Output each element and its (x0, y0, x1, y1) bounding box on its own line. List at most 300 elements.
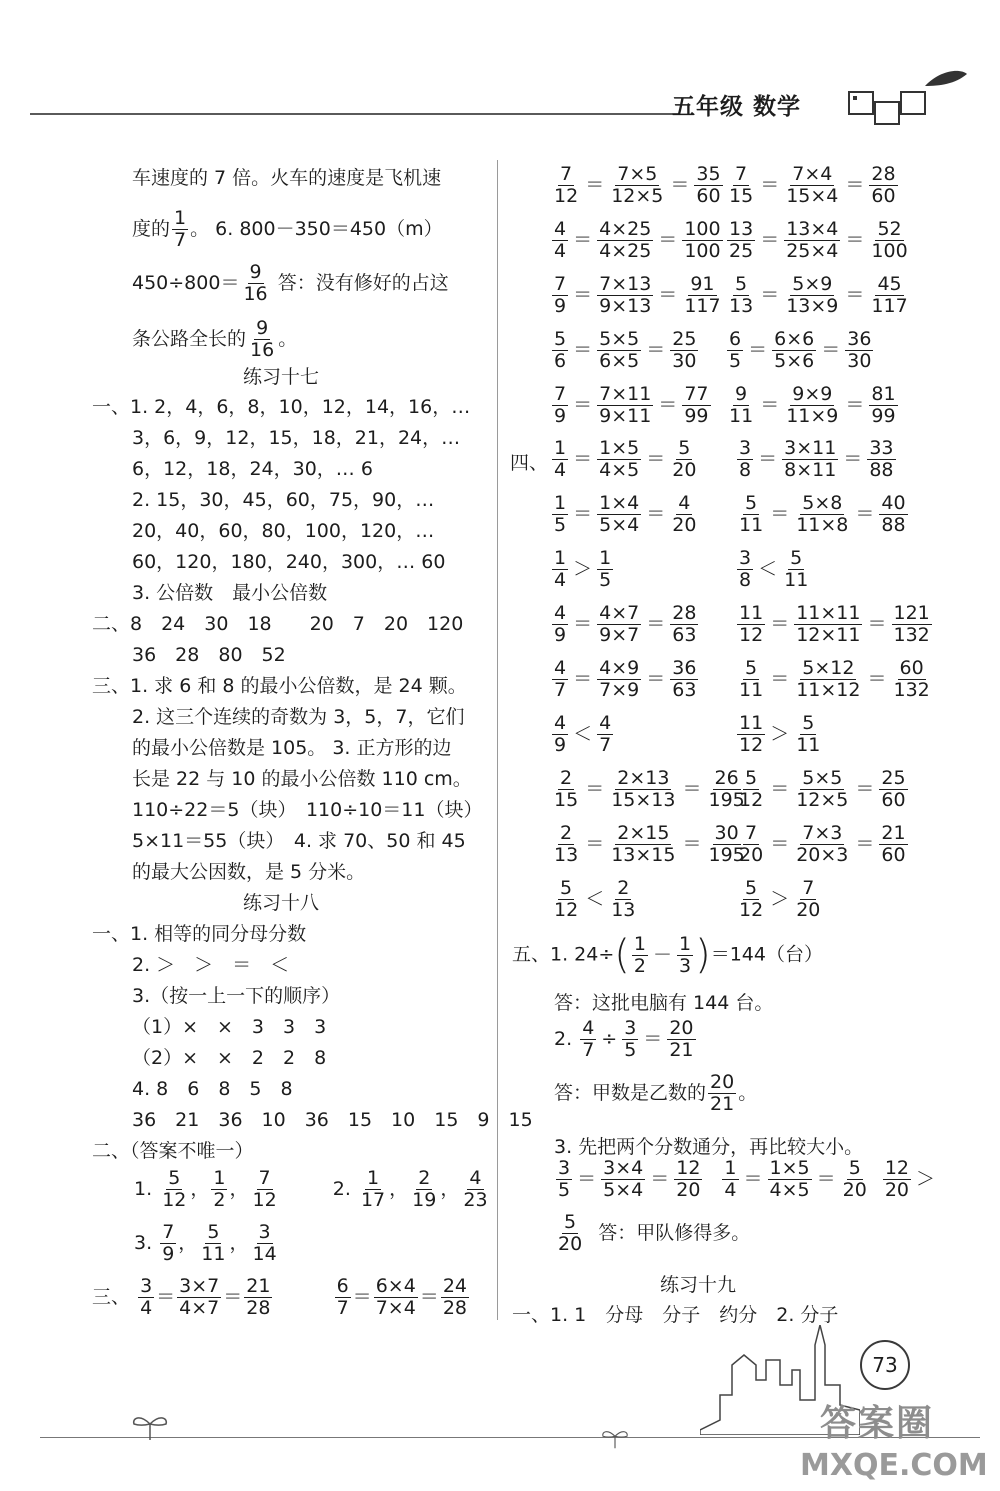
fraction (160, 1222, 176, 1265)
fraction (841, 1158, 869, 1201)
numerator: 5×5 (599, 328, 640, 350)
numerator: 91 (690, 273, 715, 295)
numerator: 1 (554, 492, 567, 514)
fraction (845, 329, 873, 372)
numerator: 3 (739, 437, 752, 459)
denominator: 5×4 (603, 1179, 644, 1201)
numerator: 5×12 (802, 657, 855, 679)
item-number: 四、 (510, 452, 549, 474)
fraction-row: $\frac{5}{11}$ ＝ $\frac{5\times 8}{11\times 8}$ ＝ $\frac{40}{88}$ (739, 492, 906, 536)
text-line (132, 318, 297, 361)
denominator: 9 (554, 734, 567, 756)
numerator: 4 (599, 712, 612, 734)
denominator: 12×5 (796, 789, 849, 811)
denominator: 9 (554, 405, 567, 427)
denominator: 19 (412, 1189, 437, 1211)
fraction-row (512, 932, 823, 978)
denominator: 2 (633, 954, 646, 977)
text-line: 车速度的 7 倍。火车的速度是飞机速 (132, 167, 442, 189)
numerator: 1×5 (599, 437, 640, 459)
fraction (552, 713, 568, 756)
fraction (794, 768, 850, 811)
denominator: 9 (162, 1243, 175, 1265)
sprout-icon (130, 1410, 170, 1440)
text-line: 三、1. 求 6 和 8 的最小公倍数，是 24 颗。 (92, 675, 467, 697)
fraction (609, 878, 637, 921)
item-number: 1. (134, 1178, 153, 1200)
denominator: 5×6 (774, 350, 815, 372)
text-line: 一、1. 1 分母 分子 约分 2. 分子 (512, 1304, 839, 1326)
fraction (609, 164, 665, 207)
fraction (892, 603, 932, 646)
fraction (597, 603, 641, 646)
numerator: 4 (582, 1017, 595, 1039)
denominator: 15 (554, 789, 579, 811)
numerator: 28 (871, 163, 896, 185)
denominator: 4 (554, 569, 567, 591)
denominator: 21 (710, 1093, 735, 1115)
watermark-logo: 答案圈 (820, 1403, 935, 1444)
numerator: 36 (847, 328, 872, 350)
numerator: 5 (564, 1211, 577, 1233)
fraction (727, 219, 755, 262)
numerator: 5 (207, 1221, 220, 1243)
fraction-row (554, 1018, 698, 1061)
numerator: 4×25 (599, 218, 652, 240)
denominator: 11 (729, 405, 754, 427)
section-title-ex18: 练习十八 (243, 892, 320, 914)
bracket: ( (614, 932, 630, 978)
fraction-row: $\frac{13}{25}$ ＝ $\frac{13\times 4}{25\times 4}$ ＝ $\frac{52}{100}$ (729, 218, 908, 262)
text-span: 。 (738, 1082, 758, 1104)
denominator: 20×3 (796, 844, 849, 866)
text-span: 五、1. 24÷ (512, 943, 615, 966)
denominator: 12 (739, 789, 764, 811)
fraction-row (735, 878, 824, 921)
fraction-row: $\frac{2}{13}$ ＝ $\frac{2\times 15}{13\times 15}$ ＝ $\frac{30}{195}$ (554, 822, 745, 866)
denominator: 28 (246, 1297, 271, 1319)
denominator: 12 (252, 1189, 277, 1211)
numerator: 3 (624, 1017, 637, 1039)
denominator: 20 (796, 899, 821, 921)
fraction (782, 548, 810, 591)
text-line: （2）× × 2 2 8 (132, 1047, 327, 1069)
denominator: 13 (611, 899, 636, 921)
numerator: 11 (739, 602, 764, 624)
compare-sign: ＞ (573, 558, 593, 580)
fraction (552, 603, 568, 646)
fraction (251, 1168, 279, 1211)
denominator: 30 (847, 350, 872, 372)
fraction-row: $\frac{1}{4}$ ＝ $\frac{1\times 5}{4\times 5}$ ＝ $\frac{5}{20}$ (554, 437, 697, 481)
denominator: 20 (672, 459, 697, 481)
fraction-row (554, 1212, 750, 1255)
denominator: 12×5 (611, 185, 664, 207)
numerator: 1×5 (769, 1157, 810, 1179)
numerator: 7×11 (599, 383, 652, 405)
header-rule (30, 113, 680, 115)
fraction (772, 329, 816, 372)
denominator: 12 (739, 899, 764, 921)
fraction-row: 3. $\frac{7}{9}$ ， $\frac{5}{11}$ ， $\frac{3}{14}$ (134, 1221, 277, 1265)
denominator: 4×5 (769, 1179, 810, 1201)
fraction (794, 603, 862, 646)
denominator: 11 (739, 514, 764, 536)
numerator: 9×9 (792, 383, 833, 405)
denominator: 3 (678, 954, 692, 977)
fraction-row (512, 1300, 838, 1327)
numerator: 5 (554, 328, 567, 350)
numerator: 1 (678, 932, 692, 955)
fraction-row (550, 713, 615, 756)
denominator: 16 (250, 339, 275, 361)
fraction (879, 823, 907, 866)
denominator: 4 (554, 459, 567, 481)
denominator: 11×8 (796, 514, 849, 536)
denominator: 12×11 (796, 624, 861, 646)
denominator: 5×4 (599, 514, 640, 536)
denominator: 7 (599, 734, 612, 756)
denominator: 12 (554, 899, 579, 921)
numerator: 7 (745, 822, 758, 844)
denominator: 195 (708, 844, 745, 866)
text-span: ＝144（台） (710, 943, 823, 966)
numerator: 21 (246, 1275, 271, 1297)
item-label (510, 448, 548, 475)
fraction (248, 318, 276, 361)
fraction (597, 384, 653, 427)
numerator: 3 (558, 1157, 571, 1179)
denominator: 100 (684, 240, 721, 262)
fraction-row (735, 713, 824, 756)
fraction (601, 1158, 645, 1201)
denominator: 13 (729, 295, 754, 317)
fraction (597, 329, 641, 372)
fraction-row: $\frac{4}{7}$ ＝ $\frac{4\times 9}{7\times 9}$ ＝ $\frac{36}{63}$ (554, 657, 697, 701)
watermark-url: MXQE.COM (800, 1448, 988, 1483)
numerator: 5×5 (802, 767, 843, 789)
fraction (609, 768, 677, 811)
numerator: 9 (256, 317, 269, 339)
fraction (552, 274, 568, 317)
fraction (867, 438, 895, 481)
numerator: 5 (745, 877, 758, 899)
text-line (132, 208, 443, 251)
operator: ＝ (643, 1028, 663, 1050)
numerator: 4 (678, 492, 691, 514)
fraction (597, 274, 653, 317)
numerator: 3×11 (784, 437, 837, 459)
fraction (674, 1158, 702, 1201)
fraction-row: $\frac{7}{9}$ ＝ $\frac{7\times 13}{9\times 13}$ ＝ $\frac{91}{117}$ (554, 273, 721, 317)
numerator: 12 (676, 1157, 701, 1179)
numerator: 13×4 (786, 218, 839, 240)
fraction (580, 1018, 596, 1061)
denominator: 11 (201, 1243, 226, 1265)
fraction (552, 768, 580, 811)
fraction (737, 713, 765, 756)
numerator: 3×4 (603, 1157, 644, 1179)
fraction (552, 384, 568, 427)
fraction (609, 823, 677, 866)
numerator: 3 (739, 547, 752, 569)
fraction (359, 1168, 387, 1211)
numerator: 26 (714, 767, 739, 789)
numerator: 7×13 (599, 273, 652, 295)
sprout-icon (600, 1425, 630, 1449)
numerator: 2 (418, 1167, 431, 1189)
fraction (552, 658, 568, 701)
fraction (670, 438, 698, 481)
denominator: 5 (558, 1179, 571, 1201)
denominator: 5 (729, 350, 742, 372)
numerator: 20 (669, 1017, 694, 1039)
numerator: 5 (745, 657, 758, 679)
denominator: 5 (554, 514, 567, 536)
denominator: 63 (672, 624, 697, 646)
fraction (794, 878, 822, 921)
denominator: 20 (739, 844, 764, 866)
text-line: 的最小公倍数是 105。 3. 正方形的边 (132, 737, 452, 759)
numerator: 25 (881, 767, 906, 789)
numerator: 4 (469, 1167, 482, 1189)
fraction-row (735, 548, 812, 591)
denominator: 5 (599, 569, 612, 591)
denominator: 12 (162, 1189, 187, 1211)
fraction-row: $\frac{4}{9}$ ＝ $\frac{4\times 7}{9\times 7}$ ＝ $\frac{28}{63}$ (554, 602, 697, 646)
fraction (374, 1276, 418, 1319)
denominator: 5 (624, 1039, 637, 1061)
text-line: （1）× × 3 3 3 (132, 1016, 327, 1038)
denominator: 117 (684, 295, 721, 317)
denominator: 4 (140, 1297, 153, 1319)
denominator: 25×4 (786, 240, 839, 262)
denominator: 9 (554, 295, 567, 317)
numerator: 5 (790, 547, 803, 569)
fraction (597, 438, 641, 481)
fraction-row (554, 1132, 863, 1159)
fraction-row: 1. $\frac{5}{12}$ ， $\frac{1}{2}$ ， $\frac{7}{12}$ 2. $\frac{1}{17}$ ， $\frac{2}{19}$ ， $\frac{4}{23}$ (134, 1167, 488, 1211)
numerator: 11 (739, 712, 764, 734)
denominator: 20 (884, 1179, 910, 1201)
text-line: 答：这批电脑有 144 台。 (554, 992, 774, 1014)
fraction (667, 1018, 695, 1061)
numerator: 4 (554, 657, 567, 679)
operator: － (652, 943, 672, 966)
fraction (869, 384, 897, 427)
denominator: 60 (696, 185, 721, 207)
fraction-row: $\frac{3}{8}$ ＝ $\frac{3\times 11}{8\times 11}$ ＝ $\frac{33}{88}$ (739, 437, 894, 481)
numerator: 13 (729, 218, 754, 240)
fraction (879, 768, 907, 811)
fraction (552, 329, 568, 372)
fraction (682, 219, 722, 262)
numerator: 12 (884, 1157, 910, 1179)
numerator: 81 (871, 383, 896, 405)
denominator: 4 (554, 240, 567, 262)
numerator: 5 (745, 492, 758, 514)
text-line: 3. 先把两个分数通分，再比较大小。 (554, 1136, 864, 1158)
fraction (708, 1072, 736, 1115)
fraction-row (554, 1072, 757, 1115)
numerator: 1 (554, 547, 567, 569)
denominator: 13×15 (611, 844, 676, 866)
numerator: 7 (554, 383, 567, 405)
fraction (737, 658, 765, 701)
fraction (552, 164, 580, 207)
fraction (177, 1276, 221, 1319)
text-span: 。 (278, 328, 298, 350)
fraction (794, 493, 850, 536)
numerator: 2 (560, 822, 573, 844)
numerator: 9 (249, 261, 262, 283)
numerator: 2×15 (617, 822, 670, 844)
text-line: 60，120，180，240，300，… 60 (132, 551, 446, 573)
numerator: 9 (735, 383, 748, 405)
denominator: 7 (554, 679, 567, 701)
fraction (794, 823, 850, 866)
denominator: 13 (554, 844, 579, 866)
numerator: 4×7 (599, 602, 640, 624)
fraction (441, 1276, 469, 1319)
fraction (782, 438, 838, 481)
fraction (552, 438, 568, 481)
text-line: 3.（按一上一下的顺序） (132, 985, 341, 1007)
denominator: 8 (739, 459, 752, 481)
denominator: 11×12 (796, 679, 861, 701)
denominator: 4×25 (599, 240, 652, 262)
fraction (244, 1276, 272, 1319)
denominator: 12 (739, 624, 764, 646)
fraction-row: $\frac{7}{20}$ ＝ $\frac{7\times 3}{20\times 3}$ ＝ $\frac{21}{60}$ (739, 822, 906, 866)
numerator: 3×7 (179, 1275, 220, 1297)
numerator: 5 (168, 1167, 181, 1189)
fraction (727, 329, 743, 372)
denominator: 12 (554, 185, 579, 207)
fraction (869, 274, 909, 317)
numerator: 1 (724, 1157, 737, 1179)
denominator: 20 (842, 1179, 867, 1201)
text-line: 6，12，18，24，30，… 6 (132, 458, 373, 480)
denominator: 60 (871, 185, 896, 207)
denominator: 88 (881, 514, 906, 536)
text-line: 36 28 80 52 (132, 644, 286, 666)
fraction (794, 713, 822, 756)
numerator: 100 (684, 218, 721, 240)
text-line (132, 262, 449, 305)
denominator: 7 (336, 1297, 349, 1319)
fraction (597, 493, 641, 536)
fraction (869, 164, 897, 207)
numerator: 7×3 (802, 822, 843, 844)
text-line: 3，6，9，12，15，18，21，24，… (132, 427, 461, 449)
numerator: 33 (869, 437, 894, 459)
fraction (556, 1212, 584, 1255)
denominator: 4 (724, 1179, 737, 1201)
numerator: 5 (745, 767, 758, 789)
numerator: 7 (554, 273, 567, 295)
numerator: 24 (442, 1275, 467, 1297)
denominator: 23 (463, 1189, 488, 1211)
item-number: 三、 (92, 1286, 131, 1308)
numerator: 121 (893, 602, 930, 624)
fraction-row: $\frac{9}{11}$ ＝ $\frac{9\times 9}{11\times 9}$ ＝ $\frac{81}{99}$ (729, 383, 896, 427)
fraction-row (550, 548, 615, 591)
item-number: 2. (554, 1028, 573, 1050)
denominator: 7 (174, 229, 187, 251)
numerator: 2 (560, 767, 573, 789)
fraction (737, 438, 753, 481)
denominator: 195 (708, 789, 745, 811)
numerator: 11×11 (796, 602, 861, 624)
operator: ÷ (601, 1028, 618, 1050)
denominator: 16 (243, 283, 268, 305)
fraction (622, 1018, 638, 1061)
fraction (670, 603, 698, 646)
compare-sign: ＜ (758, 558, 778, 580)
denominator: 11×9 (786, 405, 839, 427)
fraction (794, 658, 862, 701)
fraction (784, 384, 840, 427)
bracket: ) (695, 932, 711, 978)
denominator: 8 (739, 569, 752, 591)
numerator: 7×4 (792, 163, 833, 185)
text-line: 一、1. 2，4，6，8，10，12，14，16，… (92, 396, 471, 418)
text-line: 4. 8 6 8 5 8 (132, 1078, 293, 1100)
numerator: 5 (848, 1157, 861, 1179)
numerator: 6 (336, 1275, 349, 1297)
text-line: 2. 15，30，45，60，75，90，… (132, 489, 435, 511)
text-line: 110÷22＝5（块） 110÷10＝11（块） (132, 799, 483, 821)
fraction (552, 548, 568, 591)
fraction (737, 878, 765, 921)
fraction (883, 1158, 911, 1201)
numerator: 25 (672, 328, 697, 350)
fraction (682, 274, 722, 317)
denominator: 6 (554, 350, 567, 372)
fraction (556, 1158, 572, 1201)
denominator: 21 (669, 1039, 694, 1061)
fraction-row: $\frac{7}{12}$ ＝ $\frac{7\times 5}{12\times 5}$ ＝ $\frac{35}{60}$ (554, 163, 721, 207)
numerator: 52 (877, 218, 902, 240)
numerator: 20 (710, 1071, 735, 1093)
fraction (670, 493, 698, 536)
fraction-row: $\frac{2}{15}$ ＝ $\frac{2\times 13}{15\times 13}$ ＝ $\frac{26}{195}$ (554, 767, 745, 811)
fraction (784, 274, 840, 317)
text-span: 度的 (132, 218, 171, 240)
fraction (694, 164, 722, 207)
fraction (892, 658, 932, 701)
numerator: 1 (213, 1167, 226, 1189)
denominator: 100 (871, 240, 908, 262)
numerator: 36 (672, 657, 697, 679)
fraction-row: $\frac{4}{4}$ ＝ $\frac{4\times 25}{4\times 25}$ ＝ $\frac{100}{100}$ (554, 218, 721, 262)
item-number: 3. (134, 1232, 153, 1254)
numerator: 4 (554, 218, 567, 240)
fraction-row: $\frac{3}{5}$ ＝ $\frac{3\times 4}{5\times 4}$ ＝ $\frac{12}{20}$ $\frac{1}{4}$ ＝ $\frac{1\times 5}{4\times 5}$ ＝ $\frac{5}{20}$ $\frac{12}{20}$ ＞ (558, 1157, 936, 1201)
numerator: 40 (881, 492, 906, 514)
text-line: 2. ＞ ＞ ＝ ＜ (132, 954, 290, 976)
denominator: 14 (252, 1243, 277, 1265)
denominator: 30 (672, 350, 697, 372)
fraction-row (660, 1270, 736, 1297)
fraction (784, 219, 840, 262)
denominator: 132 (893, 679, 930, 701)
numerator: 1 (554, 437, 567, 459)
numerator: 7 (258, 1167, 271, 1189)
text-line: 2. 这三个连续的奇数为 3，5，7，它们 (132, 706, 465, 728)
fraction-row (550, 878, 639, 921)
